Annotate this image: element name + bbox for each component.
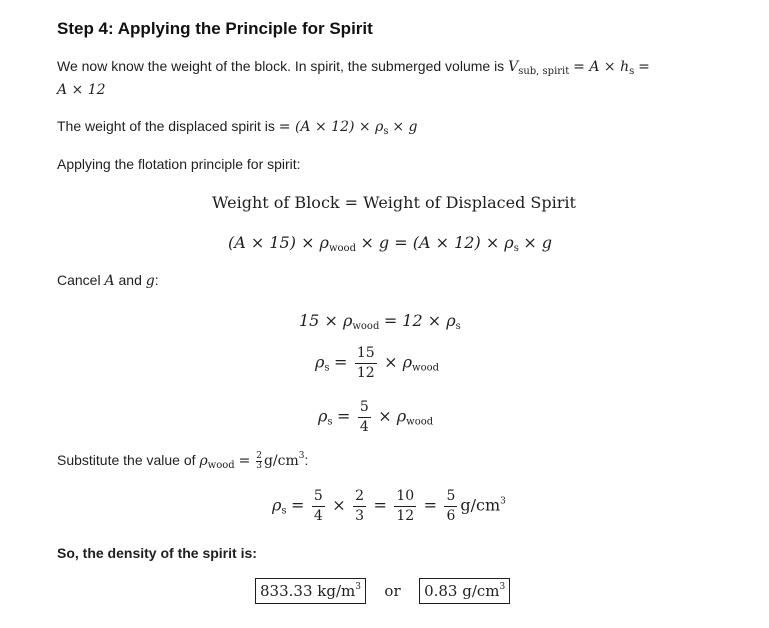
numerator: 5	[444, 489, 457, 507]
displaced-spirit-weight-paragraph	[57, 118, 418, 137]
denominator: 4	[359, 419, 369, 435]
times-g-term: × g	[523, 233, 553, 252]
rho-symbol: ρ	[318, 406, 328, 426]
rho-symbol: ρ	[315, 352, 325, 372]
answer-box-kg-per-m3	[255, 578, 366, 604]
rho-s-fraction-15-12	[315, 346, 439, 381]
rho-s-fraction-5-4	[318, 400, 433, 435]
rho-symbol: ρ	[199, 453, 208, 469]
final-answer	[255, 582, 510, 601]
volume-symbol: V	[508, 59, 519, 75]
numerator: 10	[394, 489, 416, 507]
cancel-word: Cancel	[57, 272, 101, 288]
unit-exponent: 3	[500, 496, 506, 507]
times-sign: ×	[332, 495, 346, 515]
equals-sign: =	[638, 59, 650, 75]
rho-symbol: ρ	[272, 495, 282, 515]
equals-sign: =	[334, 352, 348, 372]
unit-exponent: 3	[499, 582, 506, 592]
denominator: 12	[356, 365, 375, 381]
rho-s-subscript: s	[383, 126, 389, 137]
times-g: × g	[392, 119, 418, 135]
density-conclusion-text: So, the density of the spirit is:	[57, 545, 257, 561]
colon: :	[154, 272, 159, 288]
volume-area-height: = A × h	[573, 59, 630, 75]
and-word: and	[118, 272, 142, 288]
fraction-2-3	[353, 489, 366, 524]
numerator: 2	[256, 450, 262, 461]
denominator: 3	[256, 460, 262, 471]
final-substitution-equation	[272, 489, 506, 524]
spirit-subscript: s	[513, 243, 519, 254]
times-rho: × ρ	[378, 406, 407, 426]
answer-g-value: 0.83 g/cm	[424, 582, 500, 600]
colon: :	[304, 452, 309, 468]
denominator: 12	[396, 508, 415, 524]
submerged-volume-paragraph	[57, 58, 650, 77]
times-rho: × ρ	[384, 352, 413, 372]
numerator: 15	[355, 346, 377, 364]
displaced-weight-math: = (A × 12) × ρ	[278, 119, 384, 135]
gravity-symbol: g	[145, 273, 155, 289]
fifteen-rho-wood: 15 × ρ	[299, 311, 353, 330]
numerator: 5	[358, 400, 371, 418]
equals-sign: =	[337, 406, 351, 426]
denominator: 4	[313, 508, 323, 524]
numerator: 2	[353, 489, 366, 507]
numerator: 5	[312, 489, 325, 507]
spirit-subscript: s	[327, 416, 333, 428]
two-thirds-fraction	[256, 452, 262, 471]
equals-sign: =	[238, 453, 251, 469]
spirit-subscript: s	[455, 321, 461, 332]
unit-exponent: 3	[298, 451, 305, 461]
volume-subscript: sub, spirit	[518, 66, 570, 77]
spirit-subscript: s	[281, 505, 287, 517]
equals-sign: =	[423, 495, 438, 515]
fraction	[358, 400, 371, 435]
unit-exponent: 3	[355, 582, 361, 592]
page-title: Step 4: Applying the Principle for Spirit	[57, 19, 373, 38]
spirit-weight-term: × g = (A × 12) × ρ	[360, 233, 514, 252]
wood-subscript: wood	[328, 243, 356, 254]
simplified-equation	[299, 311, 461, 332]
fraction-5-6	[444, 489, 457, 524]
expanded-balance-equation	[228, 233, 552, 254]
wood-subscript: wood	[207, 460, 235, 471]
flotation-principle-text: Applying the flotation principle for spirit:	[57, 156, 301, 172]
wood-subscript: wood	[412, 362, 440, 374]
submerged-volume-text: We now know the weight of the block. In spirit, the submerged volume is	[57, 58, 505, 74]
substitute-text: Substitute the value of	[57, 452, 196, 468]
wood-subscript: wood	[352, 321, 380, 332]
substitute-value-text	[57, 451, 308, 471]
denominator: 6	[446, 508, 456, 524]
height-subscript: s	[629, 66, 635, 77]
submerged-volume-result: A × 12	[57, 82, 106, 98]
unit: g/cm	[263, 453, 299, 469]
cancel-terms-text	[57, 272, 159, 289]
equals-sign: =	[291, 495, 305, 515]
weight-balance-equation: Weight of Block = Weight of Displaced Spirit	[212, 193, 576, 212]
wood-subscript: wood	[406, 416, 434, 428]
fraction-10-12	[394, 489, 416, 524]
fraction-5-4	[312, 489, 325, 524]
spirit-subscript: s	[324, 362, 330, 374]
answer-kg-value: 833.33 kg/m	[260, 582, 356, 600]
equals-sign: =	[373, 495, 387, 515]
block-weight-term: (A × 15) × ρ	[228, 233, 329, 252]
displaced-weight-text: The weight of the displaced spirit is	[57, 118, 275, 134]
denominator: 3	[355, 508, 365, 524]
twelve-rho-s: = 12 × ρ	[383, 311, 456, 330]
unit: g/cm	[460, 495, 501, 515]
answer-box-g-per-cm3	[419, 578, 510, 604]
or-word: or	[384, 582, 401, 600]
fraction	[355, 346, 377, 381]
area-symbol: A	[104, 273, 115, 289]
